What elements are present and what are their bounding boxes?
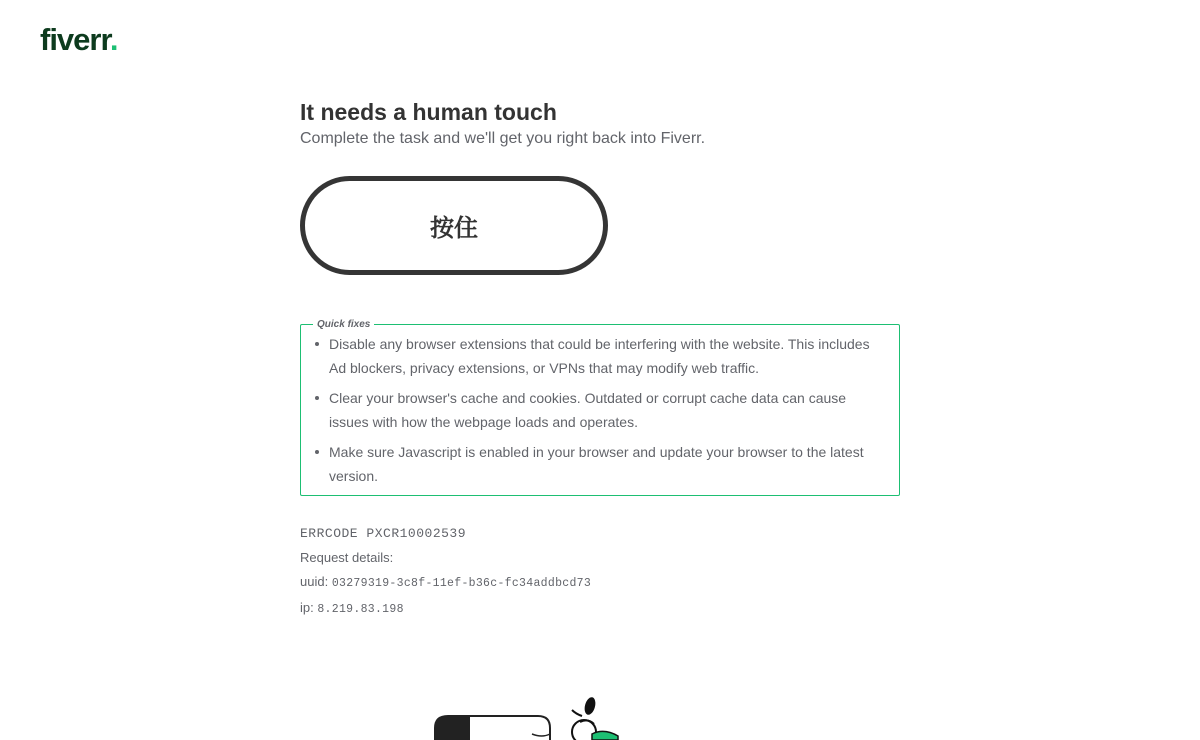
uuid-line xyxy=(300,574,900,592)
uuid-label: uuid: xyxy=(300,574,329,589)
fiverr-logo[interactable] xyxy=(40,24,117,55)
logo-dot: . xyxy=(109,22,118,57)
error-code xyxy=(300,526,900,542)
request-details-label: Request details: xyxy=(300,550,394,565)
robot-illustration xyxy=(432,694,632,740)
ip-line xyxy=(300,600,900,618)
request-details xyxy=(300,526,900,618)
quick-fixes-legend: Quick fixes xyxy=(313,319,374,331)
errcode-label: ERRCODE xyxy=(300,526,359,541)
page-title: It needs a human touch xyxy=(300,99,557,125)
uuid-value: 03279319-3c8f-11ef-b36c-fc34addbcd73 xyxy=(331,577,592,590)
errcode-value: PXCR10002539 xyxy=(366,526,467,541)
quick-fixes-list xyxy=(329,332,889,494)
quick-fix-item: Disable any browser extensions that could be interfering with the website. This includes Ad blockers, privacy extensions, or VPNs that may modify web traffic. xyxy=(329,332,889,380)
quick-fix-item: Clear your browser's cache and cookies. Outdated or corrupt cache data can cause issues with how the webpage loads and operates. xyxy=(329,386,889,434)
challenge-panel xyxy=(300,96,900,616)
logo-text: fiverr xyxy=(40,22,110,57)
ip-value: 8.219.83.198 xyxy=(317,603,404,616)
ip-label: ip: xyxy=(300,600,314,615)
quick-fixes-box xyxy=(300,319,900,496)
press-and-hold-button[interactable]: 按住 xyxy=(300,176,608,275)
quick-fix-item: Make sure Javascript is enabled in your browser and update your browser to the latest version. xyxy=(329,440,889,488)
page-subtitle: Complete the task and we'll get you right back into Fiverr. xyxy=(300,130,706,147)
